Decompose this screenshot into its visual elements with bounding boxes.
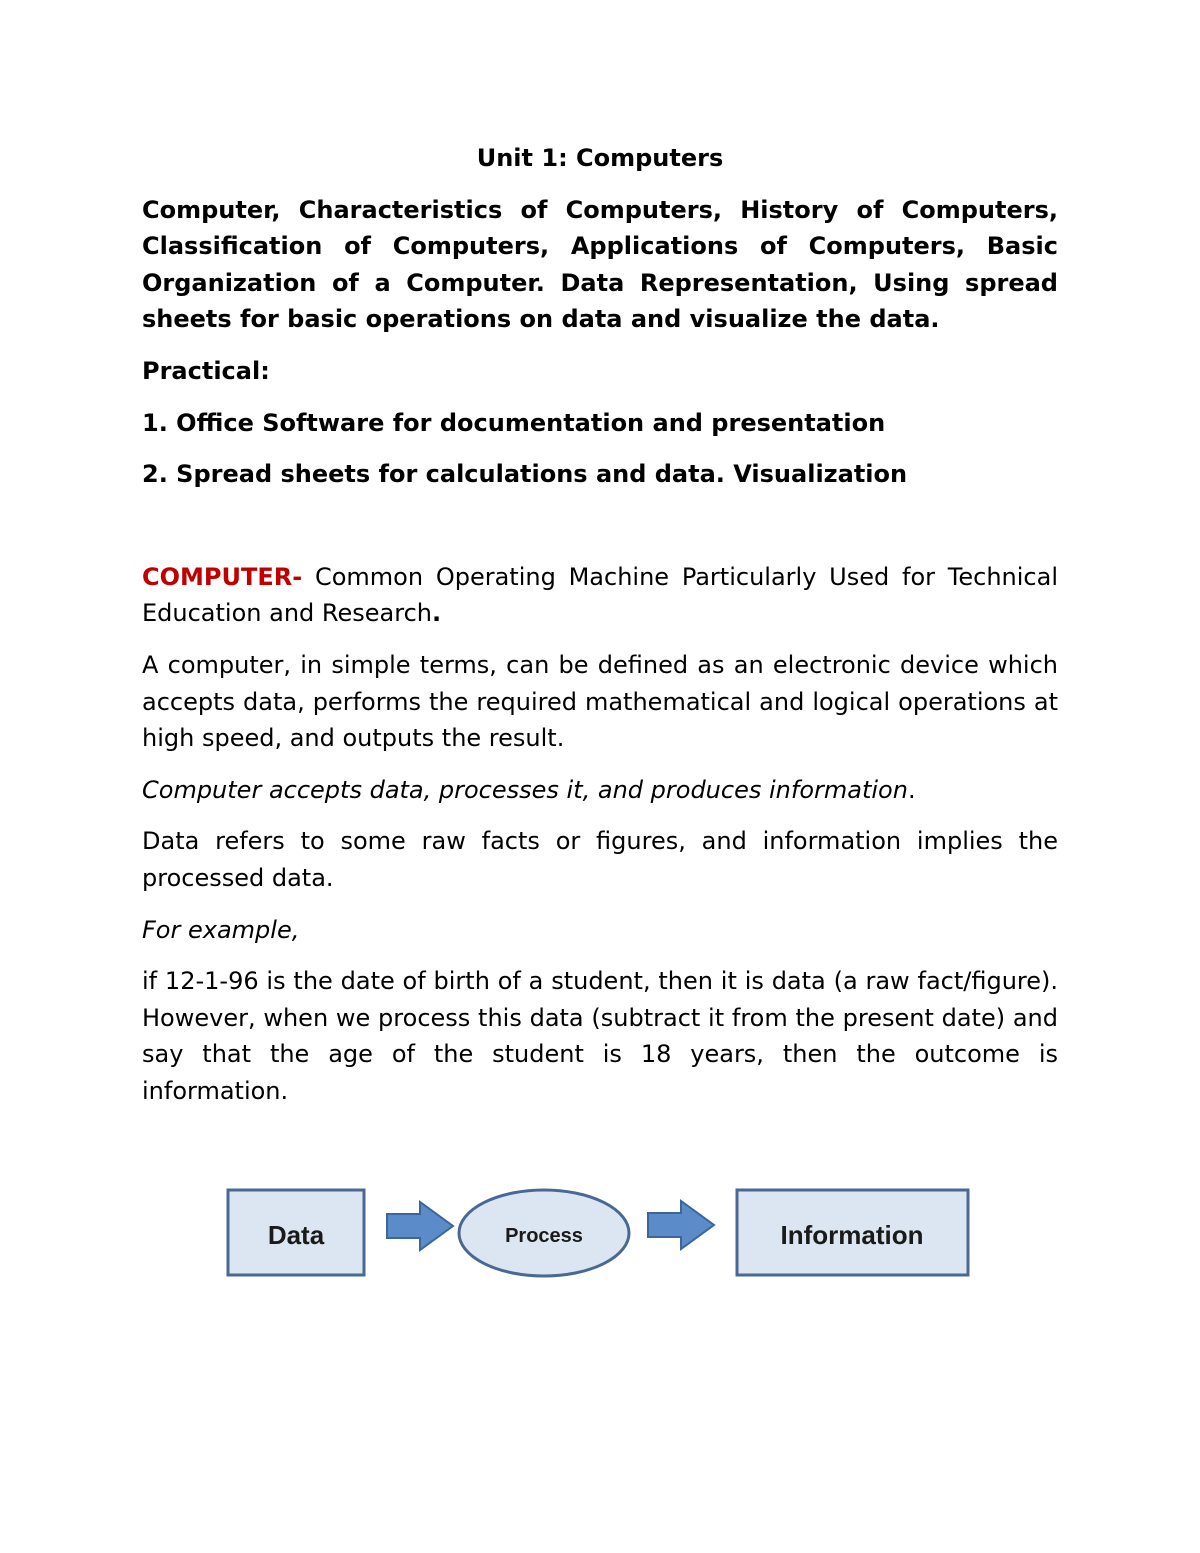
practical-heading: Practical: <box>142 356 270 385</box>
summary-italic: Computer accepts data, processes it, and produces information <box>142 775 908 804</box>
page-title: Unit 1: Computers <box>476 144 724 172</box>
process-label: Process <box>505 1225 583 1247</box>
example-paragraph: if 12-1-96 is the date of birth of a student, then it is data (a raw fact/figure). However, when we process this data (subtract it from the present date) and say that the age of the student is 18 years, then the outcome is information. <box>142 967 1058 1105</box>
document-body <box>142 140 1058 1109</box>
definition-paragraph: A computer, in simple terms, can be defined as an electronic device which accepts data, performs the required mathematical and logical operations at high speed, and outputs the result. <box>142 650 1058 753</box>
summary-paragraph <box>142 772 1058 809</box>
practical-item-1: 1. Office Software for documentation and presentation <box>142 408 886 437</box>
example-label: For example, <box>142 915 300 944</box>
data-process-information-diagram <box>215 1180 985 1305</box>
acronym-period: . <box>431 599 442 628</box>
information-box-label: Information <box>780 1220 924 1250</box>
arrow-right-icon <box>648 1201 714 1249</box>
acronym-expansion: Common Operating Machine Particularly Used for Technical Education and Research <box>142 562 1058 628</box>
acronym-paragraph <box>142 559 1058 632</box>
syllabus-paragraph: Computer, Characteristics of Computers, History of Computers, Classification of Computers, Applications of Computers, Basic Organization of a Computer. Data Representation, Using spread sheets for basic operations on data and visualize the data. <box>142 195 1058 334</box>
acronym-term: COMPUTER- <box>142 562 303 591</box>
data-vs-information-paragraph: Data refers to some raw facts or figures, and information implies the processed data. <box>142 827 1058 892</box>
data-box-label: Data <box>267 1220 325 1250</box>
practical-item-2: 2. Spread sheets for calculations and data. Visualization <box>142 460 908 489</box>
arrow-right-icon <box>387 1202 453 1250</box>
summary-period: . <box>907 775 916 804</box>
diagram-svg <box>215 1180 985 1305</box>
